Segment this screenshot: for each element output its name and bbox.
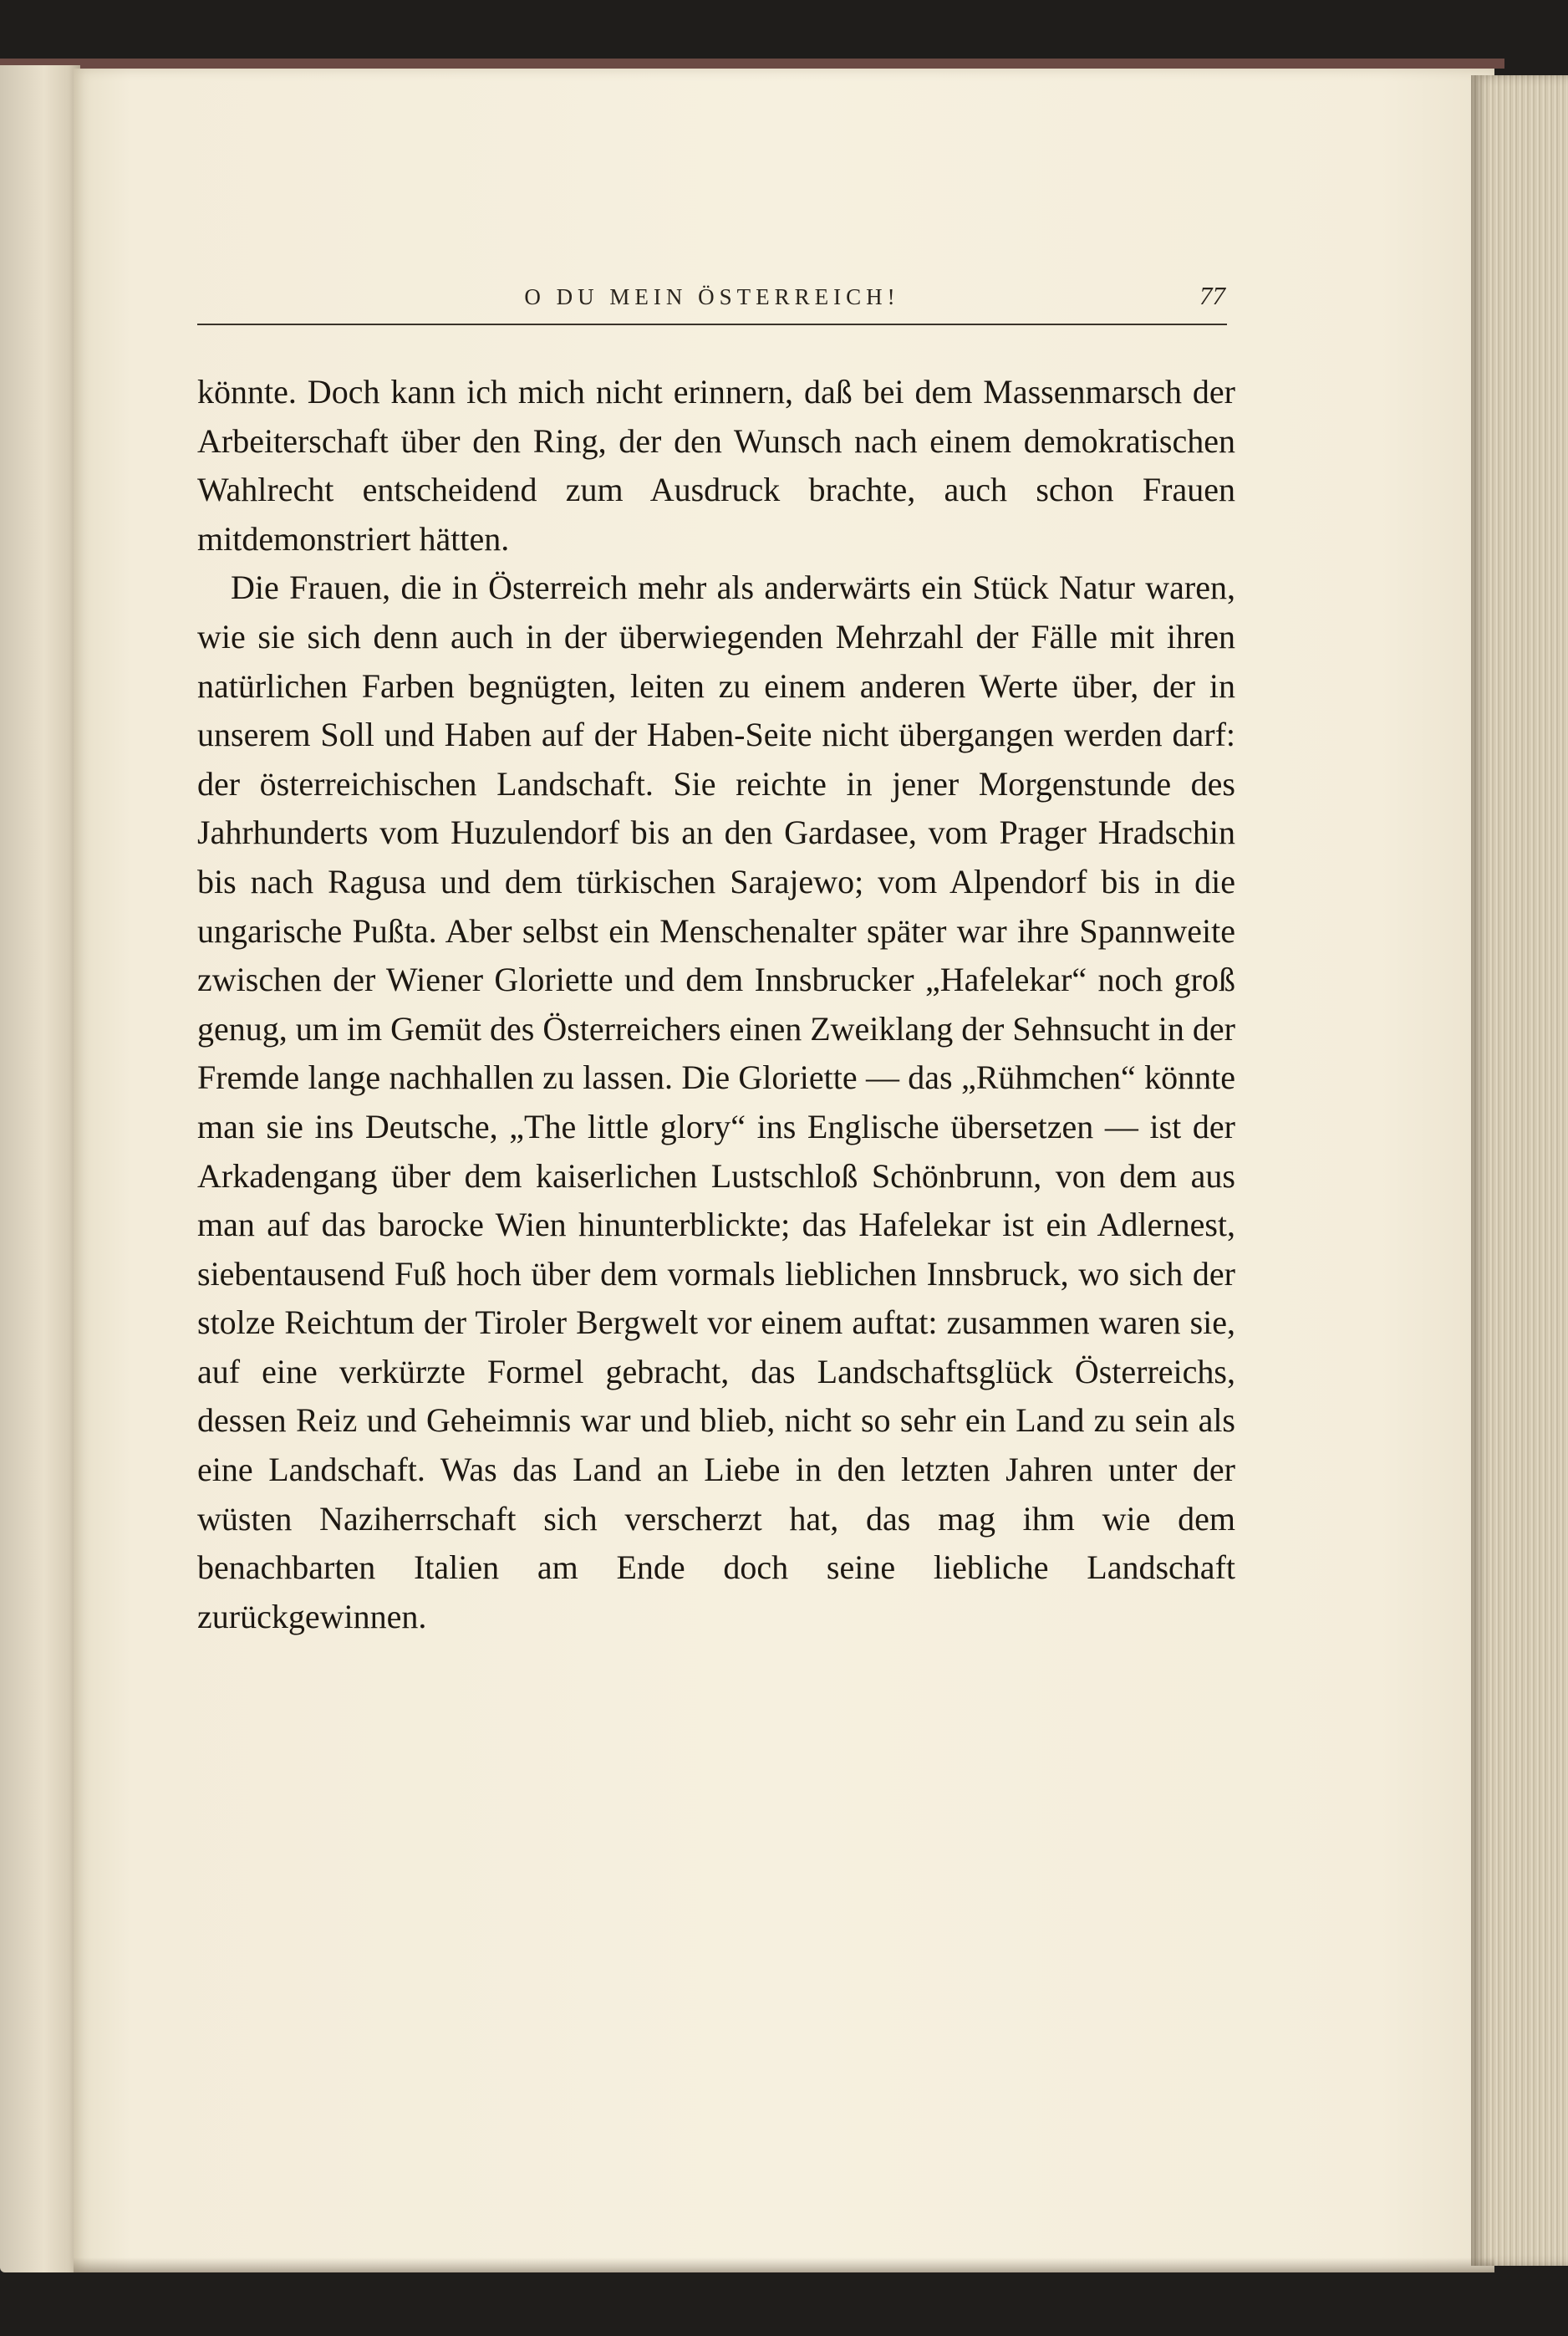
running-head: O DU MEIN ÖSTERREICH!	[524, 284, 900, 309]
book-cover-edge	[0, 59, 1504, 69]
paragraph: Die Frauen, die in Österreich mehr als anderwärts ein Stück Natur waren, wie sie sich denn auch in der überwiegenden Mehrzahl der Fälle mit ihren natürlichen Farben begnügten, leiten zu einem anderen Werte über, der in unserem Soll und Haben auf der Haben-Seite nicht übergangen werden darf: der österreichischen Landschaft. Sie reichte in jener Morgenstunde des Jahrhunderts vom Huzulendorf bis an den Gardasee, vom Prager Hradschin bis nach Ragusa und dem türkischen Sarajewo; vom Alpendorf bis in die ungarische Pußta. Aber selbst ein Menschenalter später war ihre Spannweite zwischen der Wiener Gloriette und dem Innsbrucker „Hafelekar“ noch groß genug, um im Gemüt des Österreichers einen Zweiklang der Sehnsucht in der Fremde lange nachhallen zu lassen. Die Gloriette — das „Rühmchen“ könnte man sie ins Deutsche, „The little glory“ ins Englische übersetzen — ist der Arkadengang über dem kaiserlichen Lustschloß Schönbrunn, von dem aus man auf das barocke Wien hinunterblickte; das Hafelekar ist ein Adlernest, siebentausend Fuß hoch über dem vormals lieblichen Innsbruck, wo sich der stolze Reichtum der Tiroler Bergwelt vor einem auftat: zusammen waren sie, auf eine verkürzte Formel gebracht, das Landschaftsglück Österreichs, dessen Reiz und Geheimnis war und blieb, nicht so sehr ein Land zu sein als eine Landschaft. Was das Land an Liebe in den letzten Jahren unter der wüsten Naziherrschaft sich verscherzt hat, das mag ihm wie dem benachbarten Italien am Ende doch seine liebliche Landschaft zurückgewinnen.	[197, 569, 1235, 1635]
left-page-edge	[0, 65, 80, 2272]
page-number: 77	[1199, 281, 1225, 310]
body-text	[197, 368, 1235, 1641]
page-bottom-shadow	[74, 2257, 1494, 2272]
page-header	[199, 281, 1225, 323]
page-stack-edge	[1471, 75, 1568, 2266]
paragraph: könnte. Doch kann ich mich nicht erinnern, daß bei dem Massenmarsch der Arbeiterschaft über den Ring, der den Wunsch nach einem demokratischen Wahlrecht entscheidend zum Ausdruck brachte, auch schon Frauen mitdemonstriert hätten.	[197, 373, 1235, 558]
header-rule	[197, 324, 1227, 325]
